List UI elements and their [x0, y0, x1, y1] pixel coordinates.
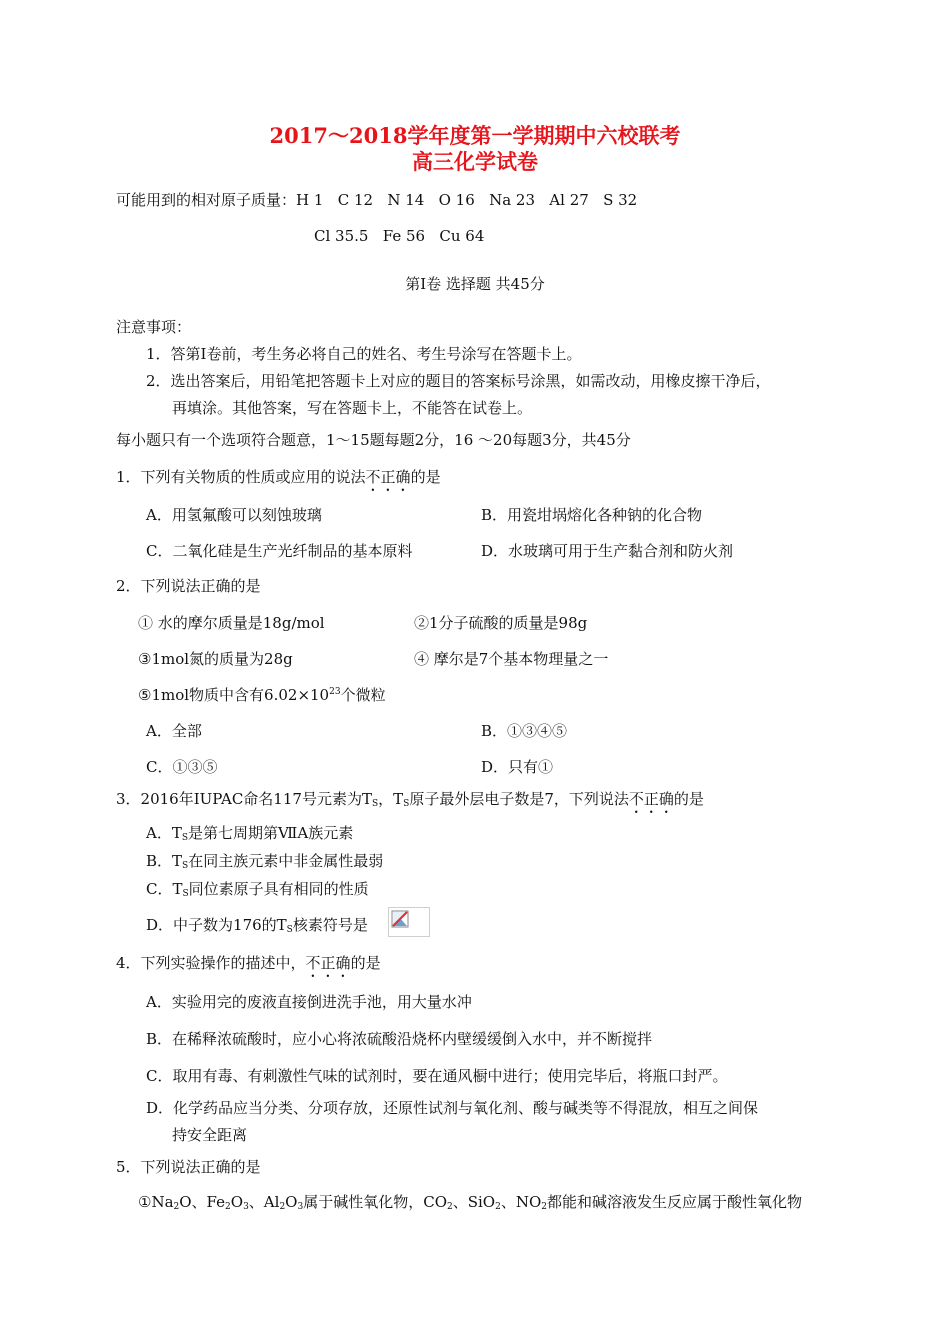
q4-option-c: C．取用有毒、有刺激性气味的试剂时，要在通风橱中进行；使用完毕后，将瓶口封严。 [146, 1067, 728, 1085]
q5-al-text: 、Al [248, 1193, 280, 1211]
q5-acid-oxide-text: 都能和碱溶液发生反应属于酸性氧化物 [547, 1193, 803, 1211]
q3-option-b [146, 851, 383, 871]
q3-b-text: B．T [146, 852, 183, 870]
q3-stem-mid: ，T [378, 790, 404, 808]
q5-sub: 3 [243, 1202, 249, 1212]
q2-option-a: A．全部 [146, 722, 202, 740]
q5-na-text: ①Na [138, 1193, 174, 1211]
instruction: 每小题只有一个选项符合题意，1～15题每题2分，16 ～20每题3分，共45分 [116, 431, 631, 449]
q3-sub-2: S [403, 799, 410, 809]
q3-a-end: 是第七周期第ⅦA族元素 [188, 824, 354, 842]
nuclide-symbol-placeholder-icon [391, 910, 411, 930]
q3-option-c [146, 879, 369, 899]
q4-option-d: D．化学药品应当分类、分项存放，还原性试剂与氧化剂、酸与碱类等不得混放，相互之间保 [146, 1099, 759, 1117]
q5-sub: 2 [495, 1202, 501, 1212]
q2-s5-text: ⑤1mol物质中含有6.02×10 [138, 686, 330, 704]
q3-d-sub: S [286, 925, 293, 935]
q2-statement-3: ③1mol氮的质量为28g [138, 650, 293, 668]
q3-d-end: 核素符号是 [292, 916, 368, 934]
atomic-masses-line1: 可能用到的相对原子质量：H 1 C 12 N 14 O 16 Na 23 Al 27 S 32 [116, 191, 638, 209]
q4-option-a: A．实验用完的废液直接倒进洗手池，用大量水冲 [146, 993, 472, 1011]
exam-title: 2017～2018学年度第一学期期中六校联考 [269, 123, 681, 148]
broken-image-icon [388, 907, 430, 937]
q3-d-text: D．中子数为176的T [146, 916, 287, 934]
q5-sub: 2 [541, 1202, 548, 1212]
q3-stem-text: 3．2016年IUPAC命名117号元素为T [116, 790, 372, 808]
q5-basic-oxide-text: 属于碱性氧化物，CO [303, 1193, 447, 1211]
q4-stem-text: 4．下列实验操作的描述中， [116, 954, 306, 972]
q2-statement-1: ① 水的摩尔质量是18g/mol [138, 614, 325, 632]
q1-option-b: B．用瓷坩埚熔化各种钠的化合物 [481, 506, 703, 524]
q5-sub: 2 [225, 1202, 231, 1212]
q2-option-b: B．①③④⑤ [481, 722, 568, 740]
q2-option-c: C．①③⑤ [146, 758, 218, 776]
q3-emphasis: 不正确 [628, 790, 674, 808]
notice-item-2: 2．选出答案后，用铅笔把答题卡上对应的题目的答案标号涂黑，如需改动，用橡皮擦干净后， [146, 372, 771, 390]
q3-option-d [146, 915, 368, 935]
q3-sub-1: S [371, 799, 379, 809]
q4-emphasis: 不正确 [305, 954, 351, 972]
question-1-stem [116, 467, 441, 495]
q5-sub: 2 [279, 1202, 286, 1212]
q5-sub: 2 [447, 1202, 453, 1212]
q3-stem-end: 的是 [673, 790, 704, 808]
question-3-stem [116, 789, 704, 817]
q3-c-text: C．T [146, 880, 183, 898]
q5-sub: 3 [297, 1202, 304, 1212]
question-2-stem: 2．下列说法正确的是 [116, 577, 261, 595]
q1-stem-text: 1．下列有关物质的性质或应用的说法 [116, 468, 366, 486]
question-4-stem [116, 953, 381, 981]
notice-item-2-cont: 再填涂。其他答案，写在答题卡上，不能答在试卷上。 [172, 399, 533, 417]
q3-c-sub: S [182, 889, 189, 899]
q4-option-b: B．在稀释浓硫酸时，应小心将浓硫酸沿烧杯内壁缓缓倒入水中，并不断搅拌 [146, 1030, 653, 1048]
q3-b-sub: S [182, 861, 189, 871]
section-header: 第Ⅰ卷 选择题 共45分 [405, 275, 545, 293]
q5-fe-text: O、Fe [179, 1193, 226, 1211]
q5-statement-1 [138, 1192, 802, 1212]
q5-no-text: 、NO [500, 1193, 542, 1211]
q3-stem-mid2: 原子最外层电子数是7，下列说法 [409, 790, 629, 808]
q2-statement-2: ②1分子硫酸的质量是98g [414, 614, 588, 632]
q1-stem-end: 的是 [410, 468, 441, 486]
q3-b-end: 在同主族元素中非金属性最弱 [188, 852, 384, 870]
q5-o-text: O [230, 1193, 244, 1211]
q1-option-c: C．二氧化硅是生产光纤制品的基本原料 [146, 542, 413, 560]
q2-s5-end: 个微粒 [340, 686, 386, 704]
q2-statement-4: ④ 摩尔是7个基本物理量之一 [414, 650, 609, 668]
exam-subtitle: 高三化学试卷 [412, 149, 538, 174]
q1-option-d: D．水玻璃可用于生产黏合剂和防火剂 [481, 542, 734, 560]
atomic-masses-line2: Cl 35.5 Fe 56 Cu 64 [314, 227, 485, 245]
q3-option-a [146, 823, 353, 843]
notice-heading: 注意事项： [116, 318, 192, 336]
q3-c-end: 同位素原子具有相同的性质 [188, 880, 369, 898]
q1-option-a: A．用氢氟酸可以刻蚀玻璃 [146, 506, 322, 524]
q2-s5-exponent: 23 [329, 687, 341, 697]
q2-option-d: D．只有① [481, 758, 554, 776]
q4-option-d-cont: 持安全距离 [172, 1126, 248, 1144]
q5-sio-text: 、SiO [452, 1193, 496, 1211]
q3-a-text: A．T [146, 824, 182, 842]
q1-emphasis: 不正确 [365, 468, 411, 486]
q2-statement-5 [138, 685, 386, 705]
q5-o-text: O [285, 1193, 298, 1211]
question-5-stem: 5．下列说法正确的是 [116, 1158, 261, 1176]
q4-stem-end: 的是 [350, 954, 381, 972]
notice-item-1: 1．答第Ⅰ卷前，考生务必将自己的姓名、考生号涂写在答题卡上。 [146, 345, 582, 363]
q5-sub: 2 [173, 1202, 180, 1212]
q3-a-sub: S [181, 833, 189, 843]
